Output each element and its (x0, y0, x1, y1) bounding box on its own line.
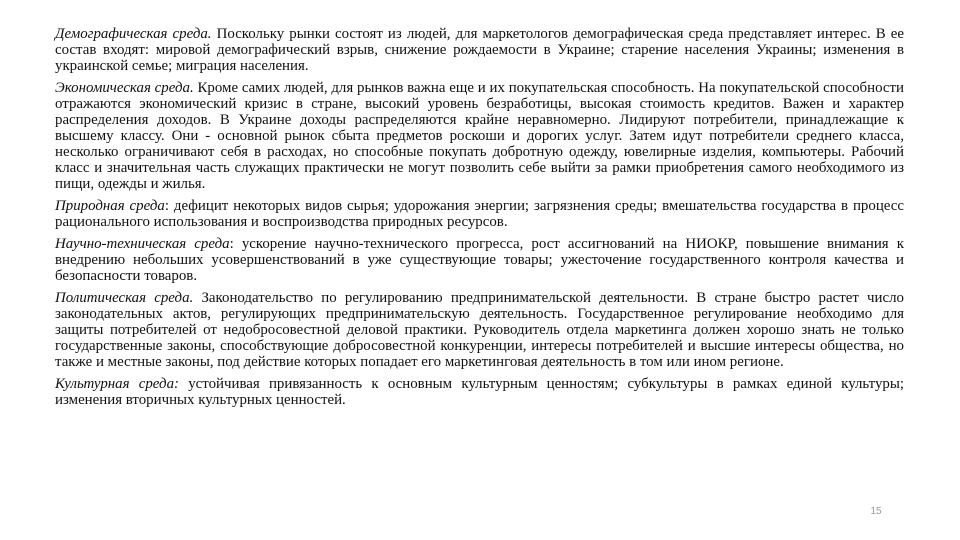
paragraph-technological-environment (55, 236, 904, 284)
paragraph-label: Демографическая среда. (55, 26, 212, 42)
paragraph-demographic-environment (55, 26, 904, 74)
paragraph-label: Культурная среда: (55, 376, 179, 392)
text-body (55, 26, 904, 414)
page-number: 15 (870, 506, 882, 517)
paragraph-cultural-environment (55, 376, 904, 408)
paragraph-label: Политическая среда. (55, 290, 194, 306)
paragraph-natural-environment (55, 198, 904, 230)
paragraph-label: Экономическая среда. (55, 80, 194, 96)
paragraph-label: Научно-техническая среда (55, 236, 230, 252)
paragraph-text: устойчивая привязанность к основным культурным ценностям; субкультуры в рамках единой культуры; изменения вторичных культурных ценностей. (55, 376, 904, 408)
paragraph-label: Природная среда (55, 198, 165, 214)
paragraph-economic-environment (55, 80, 904, 192)
paragraph-text: : ускорение научно-технического прогресса, рост ассигнований на НИОКР, повышение внимания к внедрению небольших усовершенствований в уже существующие товары; ужесточение государственного контроля качества и безопасности товаров. (55, 236, 904, 284)
paragraph-text: Поскольку рынки состоят из людей, для маркетологов демографическая среда представляет интерес. В ее состав входят: мировой демографический взрыв, снижение рождаемости в Украине; старение населения Украины; изменения в украинской семье; миграция населения. (55, 26, 905, 74)
paragraph-text: Кроме самих людей, для рынков важна еще и их покупательская способность. На покупательской способности отражаются экономический кризис в стране, высокий уровень безработицы, высокая стоимость кредитов. Важен и характер распределения доходов. В Украине доходы распределяются крайне неравномерно. Лидируют потребители, принадлежащие к высшему классу. Они - основной рынок сбыта предметов роскоши и дорогих услуг. Затем идут потребители среднего класса, несколько ограничивают себя в расходах, но способные покупать добротную одежду, ювелирные изделия, компьютеры. Рабочий класс и значительная часть служащих практически не могут позволить себе выйти за рамки приобретения самого необходимого из пищи, одежды и жилья. (55, 80, 904, 192)
paragraph-political-environment (55, 290, 904, 370)
paragraph-text: Законодательство по регулированию предпринимательской деятельности. В стране быстро растет число законодательных актов, регулирующих предпринимательскую деятельность. Государственное регулирование необходимо для защиты потребителей от недобросовестной деловой практики. Руководитель отдела маркетинга должен хорошо знать не только государственные законы, способствующие добросовестной конкуренции, интересы потребителей и высшие интересы общества, но также и местные законы, под действие которых попадает его маркетинговая деятельность в том или ином регионе. (55, 290, 904, 370)
paragraph-text: : дефицит некоторых видов сырья; удорожания энергии; загрязнения среды; вмешательства государства в процесс рационального использования и воспроизводства природных ресурсов. (55, 198, 904, 230)
